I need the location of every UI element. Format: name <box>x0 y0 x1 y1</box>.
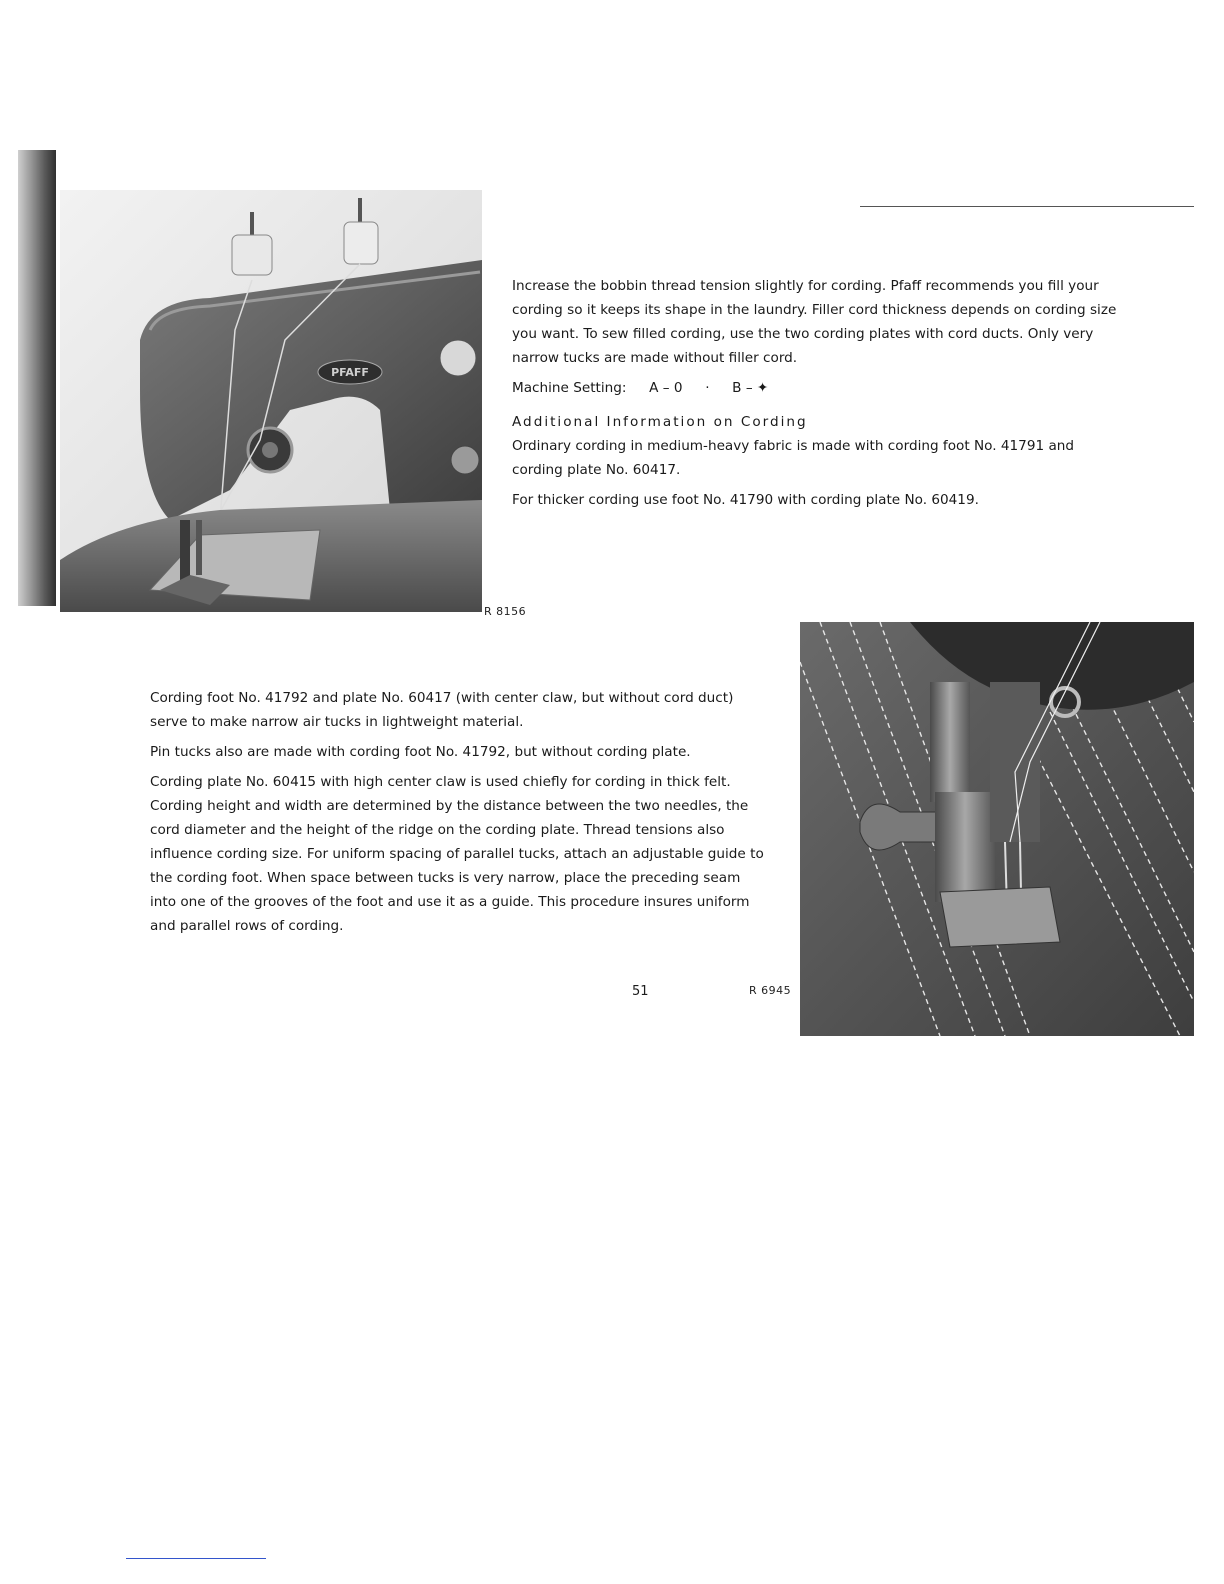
top-paragraph-3: For thicker cording use foot No. 41790 with cording plate No. 60419. <box>512 492 979 508</box>
page-number: 51 <box>632 984 649 999</box>
bottom-photo-caption: R 6945 <box>749 984 792 997</box>
top-paragraph-2: Ordinary cording in medium-heavy fabric is made with cording foot No. 41791 and cording plate No. 60417. <box>512 438 1075 478</box>
bottom-text-block <box>150 686 766 944</box>
machine-setting-line <box>512 376 1126 400</box>
machine-setting-separator: · <box>705 380 710 396</box>
top-rule <box>860 206 1194 207</box>
bottom-paragraph-2: Pin tucks also are made with cording foot No. 41792, but without cording plate. <box>150 744 691 760</box>
top-photo-caption: R 8156 <box>484 605 527 618</box>
sewing-machine-photo <box>60 190 482 612</box>
bottom-paragraph-3: Cording plate No. 60415 with high center claw is used chiefly for cording in thick felt. Cording height and width are determined by the distance between the two needles, the cord diameter and the height of the ridge on the cording plate. Thread tensions also influence cording size. For uniform spacing of parallel tucks, attach an adjustable guide to the cording foot. When space between tucks is very narrow, place the preceding seam into one of the grooves of the foot and use it as a guide. This procedure insures uniform and parallel rows of cording. <box>150 774 764 934</box>
bottom-paragraph-1: Cording foot No. 41792 and plate No. 60417 (with center claw, but without cord duct) serve to make narrow air tucks in lightweight material. <box>150 690 734 730</box>
machine-logo-text: PFAFF <box>331 366 369 379</box>
sewing-machine-illustration <box>60 190 482 612</box>
cording-foot-photo <box>800 622 1194 1036</box>
top-text-block <box>512 274 1126 518</box>
cording-foot-illustration <box>800 622 1194 1036</box>
top-paragraph-1: Increase the bobbin thread tension slightly for cording. Pfaff recommends you fill your cording so it keeps its shape in the laundry. Filler cord thickness depends on cording size you want. To sew filled cording, use the two cording plates with cord ducts. Only very narrow tucks are made without filler cord. <box>512 278 1117 366</box>
machine-setting-b: B – ✦ <box>732 380 769 396</box>
bottom-scan-line <box>126 1558 266 1559</box>
machine-setting-a: A – 0 <box>649 380 683 396</box>
scan-edge-left <box>18 150 56 606</box>
additional-info-heading: Additional Information on Cording <box>512 414 808 430</box>
machine-setting-label: Machine Setting: <box>512 380 627 396</box>
